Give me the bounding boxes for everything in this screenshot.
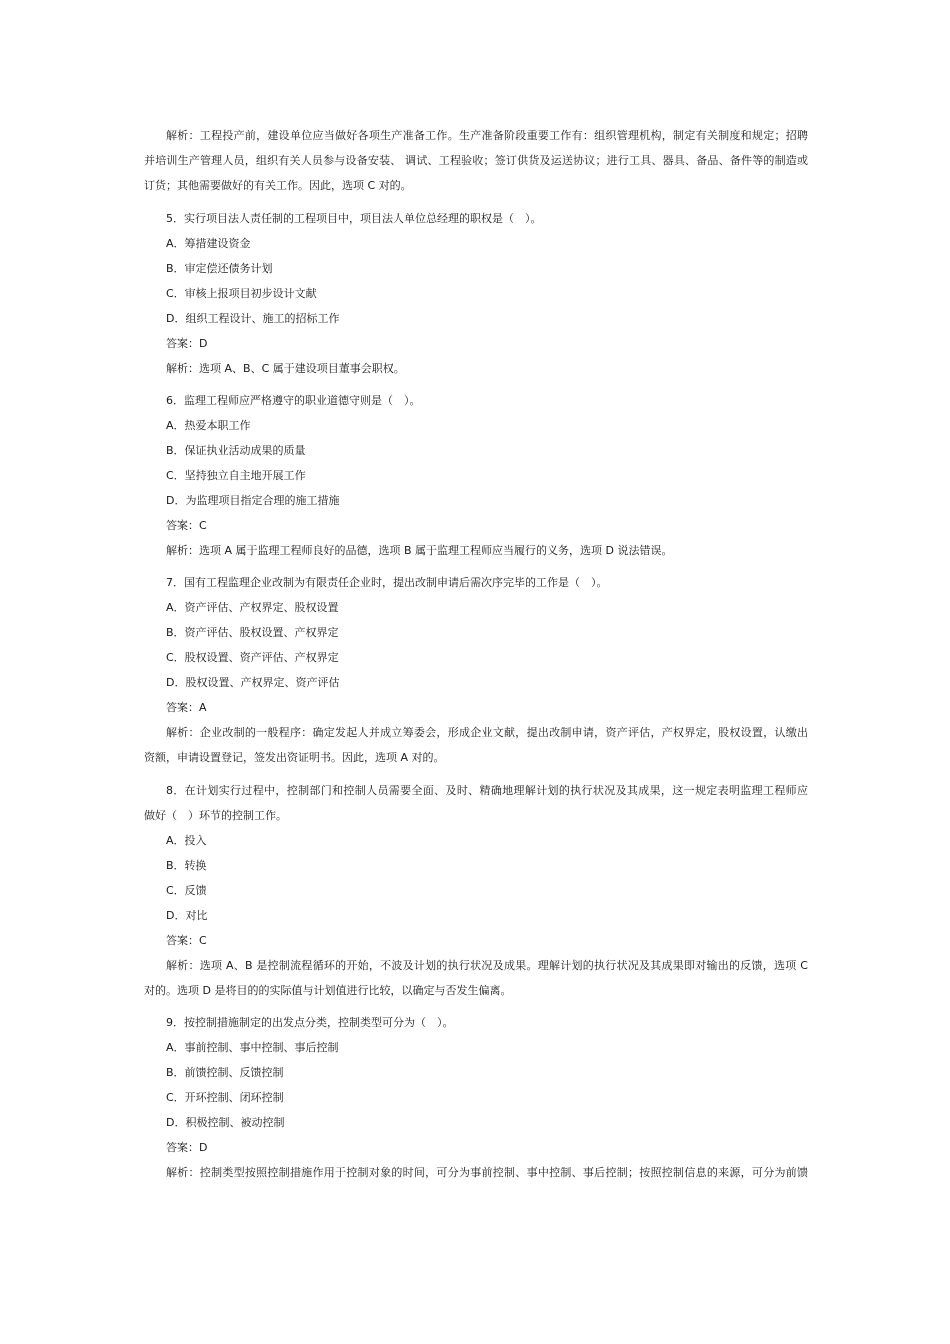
q6-option-c: C．坚持独立自主地开展工作 bbox=[166, 469, 306, 482]
q7-option-a: A．资产评估、产权界定、股权设置 bbox=[166, 601, 339, 614]
q6-option-a: A．热爱本职工作 bbox=[166, 419, 251, 432]
q7-explanation-line-2: 资额，申请设置登记，签发出资证明书。因此，选项 A 对的。 bbox=[144, 751, 445, 764]
q5-answer: 答案：D bbox=[166, 337, 208, 350]
q4-explanation-line-3: 订货；其他需要做好的有关工作。因此，选项 C 对的。 bbox=[144, 179, 412, 192]
q9-option-c: C．开环控制、闭环控制 bbox=[166, 1091, 284, 1104]
q8-stem-line-1: 8．在计划实行过程中，控制部门和控制人员需要全面、及时、精确地理解计划的执行状况及其成果，这一规定表明监理工程师应 bbox=[166, 784, 808, 797]
q8-explanation-line-1: 解析：选项 A、B 是控制流程循环的开始，不波及计划的执行状况及成果。理解计划的执行状况及其成果即对输出的反馈，选项 C bbox=[166, 959, 808, 972]
q5-stem: 5．实行项目法人责任制的工程项目中，项目法人单位总经理的职权是（ ）。 bbox=[166, 212, 542, 225]
q8-stem-line-2: 做好（ ）环节的控制工作。 bbox=[144, 809, 287, 822]
q9-stem: 9．按控制措施制定的出发点分类，控制类型可分为（ ）。 bbox=[166, 1016, 454, 1029]
q9-option-b: B．前馈控制、反馈控制 bbox=[166, 1066, 284, 1079]
q9-option-a: A．事前控制、事中控制、事后控制 bbox=[166, 1041, 339, 1054]
q9-option-d: D．积极控制、被动控制 bbox=[166, 1116, 285, 1129]
q5-option-b: B．审定偿还债务计划 bbox=[166, 262, 273, 275]
q8-option-c: C．反馈 bbox=[166, 884, 207, 897]
q5-option-a: A．筹措建设资金 bbox=[166, 237, 251, 250]
q4-explanation-line-1: 解析：工程投产前，建设单位应当做好各项生产准备工作。生产准备阶段重要工作有：组织管理机构，制定有关制度和规定；招聘 bbox=[166, 129, 808, 142]
q6-option-b: B．保证执业活动成果的质量 bbox=[166, 444, 306, 457]
q7-answer: 答案：A bbox=[166, 701, 207, 714]
q7-explanation-line-1: 解析：企业改制的一般程序：确定发起人并成立筹委会，形成企业文献，提出改制申请，资产评估，产权界定，股权设置，认缴出 bbox=[166, 726, 808, 739]
q9-explanation-line-1: 解析：控制类型按照控制措施作用于控制对象的时间，可分为事前控制、事中控制、事后控制；按照控制信息的来源，可分为前馈 bbox=[166, 1166, 808, 1179]
q7-option-d: D．股权设置、产权界定、资产评估 bbox=[166, 676, 340, 689]
q6-explanation: 解析：选项 A 属于监理工程师良好的品德，选项 B 属于监理工程师应当履行的义务，选项 D 说法错误。 bbox=[166, 544, 673, 557]
q8-option-d: D．对比 bbox=[166, 909, 208, 922]
q7-option-c: C．股权设置、资产评估、产权界定 bbox=[166, 651, 339, 664]
q6-answer: 答案：C bbox=[166, 519, 207, 532]
q8-option-b: B．转换 bbox=[166, 859, 207, 872]
q9-answer: 答案：D bbox=[166, 1141, 208, 1154]
q8-answer: 答案：C bbox=[166, 934, 207, 947]
q8-explanation-line-2: 对的。选项 D 是将目的的实际值与计划值进行比较，以确定与否发生偏离。 bbox=[144, 984, 512, 997]
q4-explanation-line-2: 并培训生产管理人员，组织有关人员参与设备安装、 调试、工程验收；签订供货及运送协议；进行工具、器具、备品、备件等的制造或 bbox=[144, 154, 808, 167]
q5-option-c: C．审核上报项目初步设计文献 bbox=[166, 287, 317, 300]
q6-option-d: D．为监理项目指定合理的施工措施 bbox=[166, 494, 340, 507]
q7-stem: 7．国有工程监理企业改制为有限责任企业时，提出改制申请后需次序完毕的工作是（ ）。 bbox=[166, 576, 608, 589]
q5-option-d: D．组织工程设计、施工的招标工作 bbox=[166, 312, 340, 325]
q7-option-b: B．资产评估、股权设置、产权界定 bbox=[166, 626, 339, 639]
q5-explanation: 解析：选项 A、B、C 属于建设项目董事会职权。 bbox=[166, 362, 405, 375]
q6-stem: 6．监理工程师应严格遵守的职业道德守则是（ ）。 bbox=[166, 394, 421, 407]
q8-option-a: A．投入 bbox=[166, 834, 207, 847]
